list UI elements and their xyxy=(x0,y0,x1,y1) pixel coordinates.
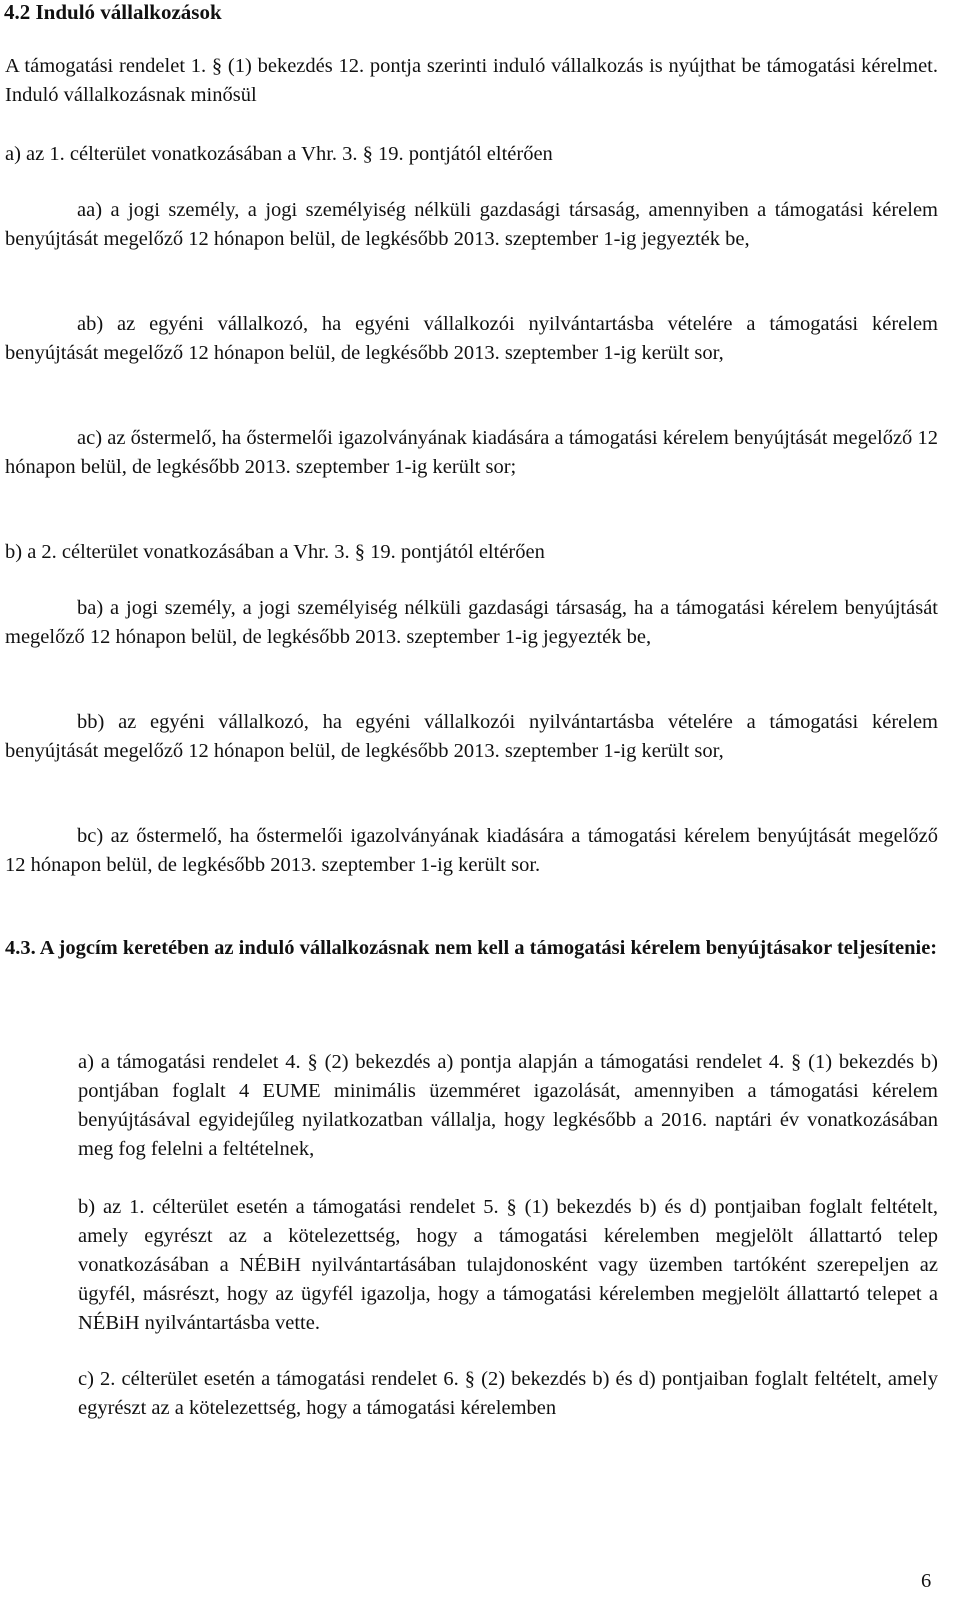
requirement-c: c) 2. célterület esetén a támogatási rendelet 6. § (2) bekezdés b) és d) pontjaiban foglalt feltételt, amely egyrészt az a kötelezettség, hogy a támogatási kérelemben xyxy=(78,1368,938,1419)
item-bc: bc) az őstermelő, ha őstermelői igazolványának kiadására a támogatási kérelem benyújtását megelőző 12 hónapon belül, de legkésőbb 2013. szeptember 1-ig került sor. xyxy=(5,825,938,876)
page-number: 6 xyxy=(921,1570,932,1592)
item-ba: ba) a jogi személy, a jogi személyiség nélküli gazdasági társaság, ha a támogatási kérelem benyújtását megelőző 12 hónapon belül, de legkésőbb 2013. szeptember 1-ig jegyezték be, xyxy=(5,597,938,648)
item-ab: ab) az egyéni vállalkozó, ha egyéni vállalkozói nyilvántartásba vételére a támogatási kérelem benyújtását megelőző 12 hónapon belül, de legkésőbb 2013. szeptember 1-ig került sor, xyxy=(5,313,938,364)
requirement-a: a) a támogatási rendelet 4. § (2) bekezdés a) pontja alapján a támogatási rendelet 4. § (1) bekezdés b) pontjában foglalt 4 EUME minimális üzemméret igazolását, amennyiben a támogatási kérelem benyújtásával egyidejűleg nyilatkozatban vállalja, hogy legkésőbb a 2016. naptári év vonatkozásában meg fog felelni a feltételnek, xyxy=(78,1051,938,1160)
intro-paragraph: A támogatási rendelet 1. § (1) bekezdés 12. pontja szerinti induló vállalkozás is nyújthat be támogatási kérelmet. Induló vállalkozásnak minősül xyxy=(5,55,938,106)
item-a-heading: a) az 1. célterület vonatkozásában a Vhr. 3. § 19. pontjától eltérően xyxy=(5,143,553,165)
item-ac: ac) az őstermelő, ha őstermelői igazolványának kiadására a támogatási kérelem benyújtását megelőző 12 hónapon belül, de legkésőbb 2013. szeptember 1-ig került sor; xyxy=(5,427,938,478)
requirement-b: b) az 1. célterület esetén a támogatási rendelet 5. § (1) bekezdés b) és d) pontjaiban foglalt feltételt, amely egyrészt az a kötelezettség, hogy a támogatási kérelemben megjelölt állattartó telep vonatkozásában a NÉBiH nyilvántartásában tulajdonosként vagy üzemben tartóként szerepeljen az ügyfél, másrészt, hogy az ügyfél igazolja, hogy a támogatási kérelemben megjelölt állattartó telepet a NÉBiH nyilvántartásba vette. xyxy=(78,1196,938,1334)
section-4-3-heading: 4.3. A jogcím keretében az induló vállalkozásnak nem kell a támogatási kérelem benyújtásakor teljesítenie: xyxy=(5,937,938,959)
item-aa: aa) a jogi személy, a jogi személyiség nélküli gazdasági társaság, amennyiben a támogatási kérelem benyújtását megelőző 12 hónapon belül, de legkésőbb 2013. szeptember 1-ig jegyezték be, xyxy=(5,199,938,250)
item-bb: bb) az egyéni vállalkozó, ha egyéni vállalkozói nyilvántartásba vételére a támogatási kérelem benyújtását megelőző 12 hónapon belül, de legkésőbb 2013. szeptember 1-ig került sor, xyxy=(5,711,938,762)
section-title: 4.2 Induló vállalkozások xyxy=(4,0,222,24)
item-b-heading: b) a 2. célterület vonatkozásában a Vhr. 3. § 19. pontjától eltérően xyxy=(5,541,545,563)
